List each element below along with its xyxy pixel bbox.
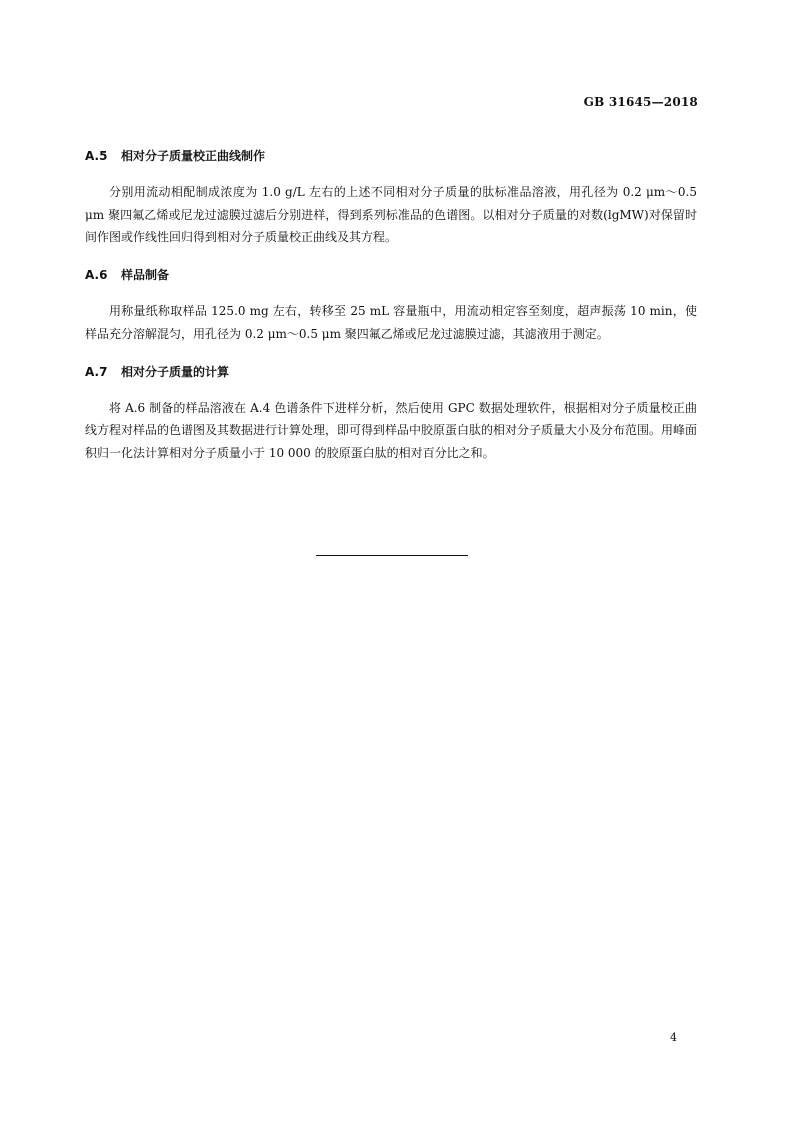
section-a6 xyxy=(85,266,697,345)
document-content xyxy=(85,147,697,482)
page-number: 4 xyxy=(670,1031,677,1044)
section-heading xyxy=(85,363,697,381)
section-title: 相对分子质量校正曲线制作 xyxy=(121,149,266,163)
section-a7 xyxy=(85,363,697,465)
section-heading xyxy=(85,266,697,284)
section-body: 用称量纸称取样品 125.0 mg 左右，转移至 25 mL 容量瓶中，用流动相定容至刻度，超声振荡 10 min，使样品充分溶解混匀，用孔径为 0.2 μm～0.5 μm 聚四氟乙烯或尼龙过滤膜过滤，其滤液用于测定。 xyxy=(85,304,697,341)
section-heading xyxy=(85,147,697,165)
section-body: 分别用流动相配制成浓度为 1.0 g/L 左右的上述不同相对分子质量的肽标准品溶液，用孔径为 0.2 μm～0.5 μm 聚四氟乙烯或尼龙过滤膜过滤后分别进样，得到系列标准品的色谱图。以相对分子质量的对数(lgMW)对保留时间作图或作线性回归得到相对分子质量校正曲线及其方程。 xyxy=(85,185,697,245)
section-title: 相对分子质量的计算 xyxy=(121,364,230,379)
section-number: A.7 xyxy=(85,364,108,379)
section-a5 xyxy=(85,147,697,249)
section-title: 样品制备 xyxy=(121,268,170,283)
standard-code: GB 31645—2018 xyxy=(583,95,698,109)
end-of-document-rule xyxy=(316,555,468,556)
section-body: 将 A.6 制备的样品溶液在 A.4 色谱条件下进样分析，然后使用 GPC 数据处理软件，根据相对分子质量校正曲线方程对样品的色谱图及其数据进行计算处理，即可得到样品中胶原蛋白肽的相对分子质量大小及分布范围。用峰面积归一化法计算相对分子质量小于 10 000 的胶原蛋白肽的相对百分比之和。 xyxy=(85,400,698,460)
section-number: A.6 xyxy=(85,268,108,283)
section-number: A.5 xyxy=(85,149,108,163)
